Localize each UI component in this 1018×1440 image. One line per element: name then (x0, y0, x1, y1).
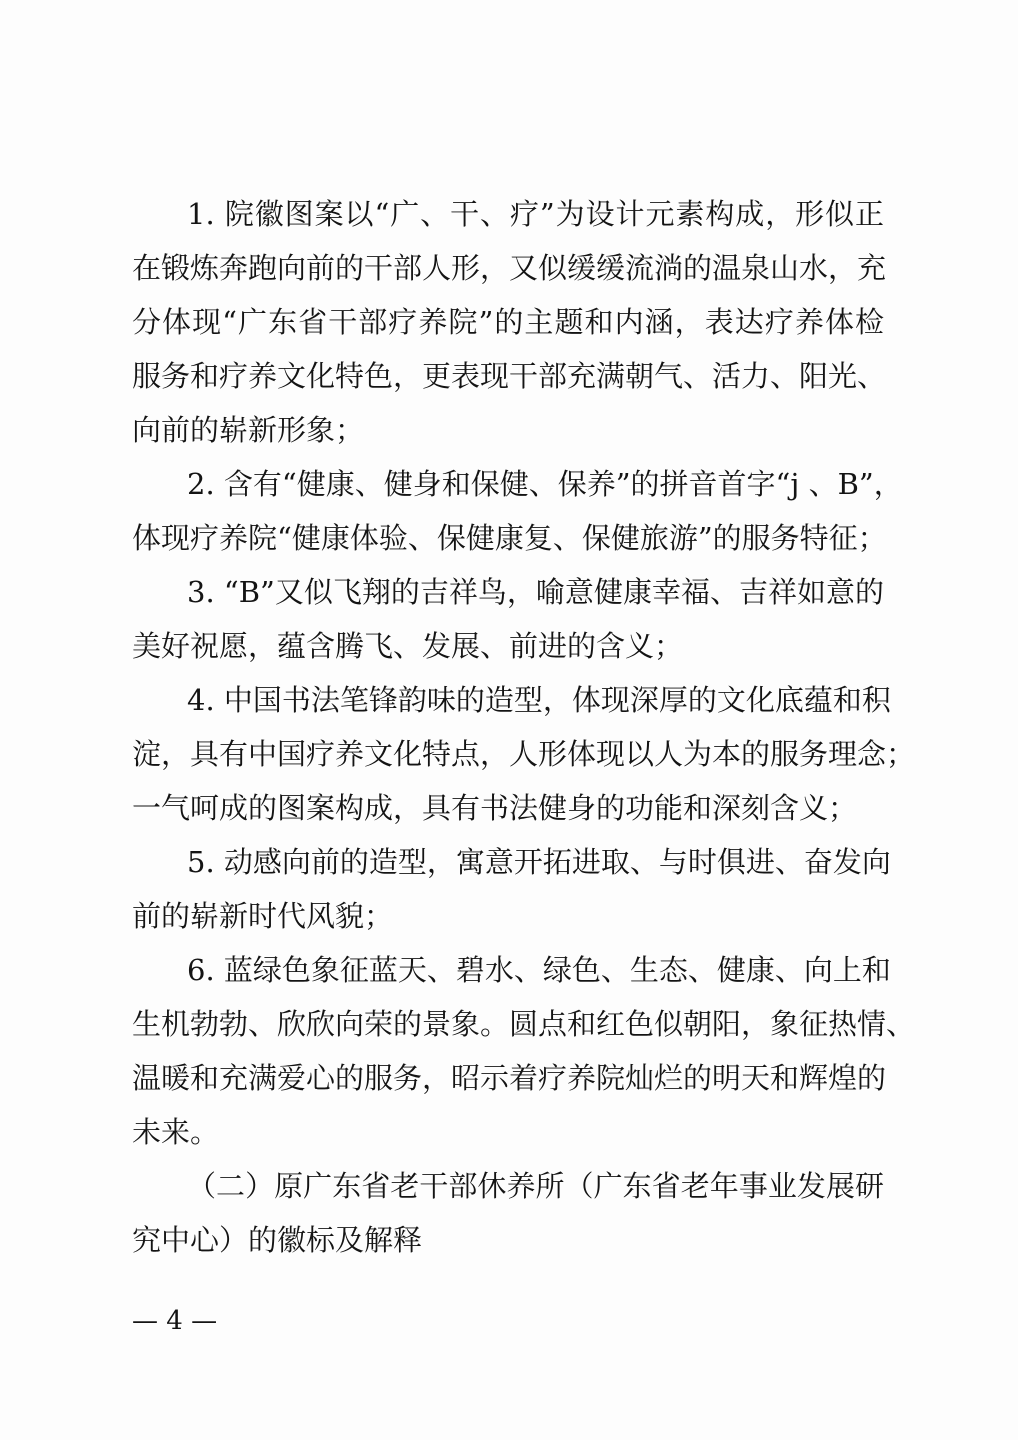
paragraph-2-line-2: 体现疗养院“健康体验、保健康复、保健旅游”的服务特征； (132, 521, 887, 555)
paragraph-1-line-2: 在锻炼奔跑向前的干部人形，又似缓缓流淌的温泉山水，充 (132, 251, 887, 285)
page-number: — 4 — (132, 1306, 218, 1336)
paragraph-4-line-3: 一气呵成的图案构成，具有书法健身的功能和深刻含义； (132, 791, 858, 825)
paragraph-5-line-1: 5. 动感向前的造型，寓意开拓进取、与时俱进、奋发向 (187, 845, 891, 879)
section-heading-line-2: 究中心）的徽标及解释 (132, 1223, 423, 1257)
paragraph-3-line-2: 美好祝愿，蕴含腾飞、发展、前进的含义； (132, 629, 684, 663)
paragraph-4-line-1: 4. 中国书法笔锋韵味的造型，体现深厚的文化底蕴和积 (187, 683, 891, 717)
paragraph-5-line-2: 前的崭新时代风貌； (132, 899, 394, 933)
paragraph-6-line-4: 未来。 (132, 1115, 220, 1149)
paragraph-6-line-2: 生机勃勃、欣欣向荣的景象。圆点和红色似朝阳，象征热情、 (132, 1007, 916, 1041)
paragraph-3-line-1: 3. “B”又似飞翔的吉祥鸟，喻意健康幸福、吉祥如意的 (187, 575, 884, 609)
paragraph-1-line-4: 服务和疗养文化特色，更表现干部充满朝气、活力、阳光、 (132, 359, 887, 393)
paragraph-6-line-1: 6. 蓝绿色象征蓝天、碧水、绿色、生态、健康、向上和 (187, 953, 891, 987)
paragraph-6-line-3: 温暖和充满爱心的服务，昭示着疗养院灿烂的明天和辉煌的 (132, 1061, 887, 1095)
paragraph-4-line-2: 淀，具有中国疗养文化特点，人形体现以人为本的服务理念； (132, 737, 916, 771)
section-heading-line-1: （二）原广东省老干部休养所（广东省老年事业发展研 (187, 1169, 884, 1203)
paragraph-1-line-5: 向前的崭新形象； (132, 413, 365, 447)
paragraph-2-line-1: 2. 含有“健康、健身和保健、保养”的拼音首字“j 、B”， (187, 467, 903, 501)
paragraph-1-line-1: 1. 院徽图案以“广、干、疗”为设计元素构成，形似正 (187, 197, 884, 231)
paragraph-1-line-3: 分体现“广东省干部疗养院”的主题和内涵，表达疗养体检 (132, 305, 884, 339)
